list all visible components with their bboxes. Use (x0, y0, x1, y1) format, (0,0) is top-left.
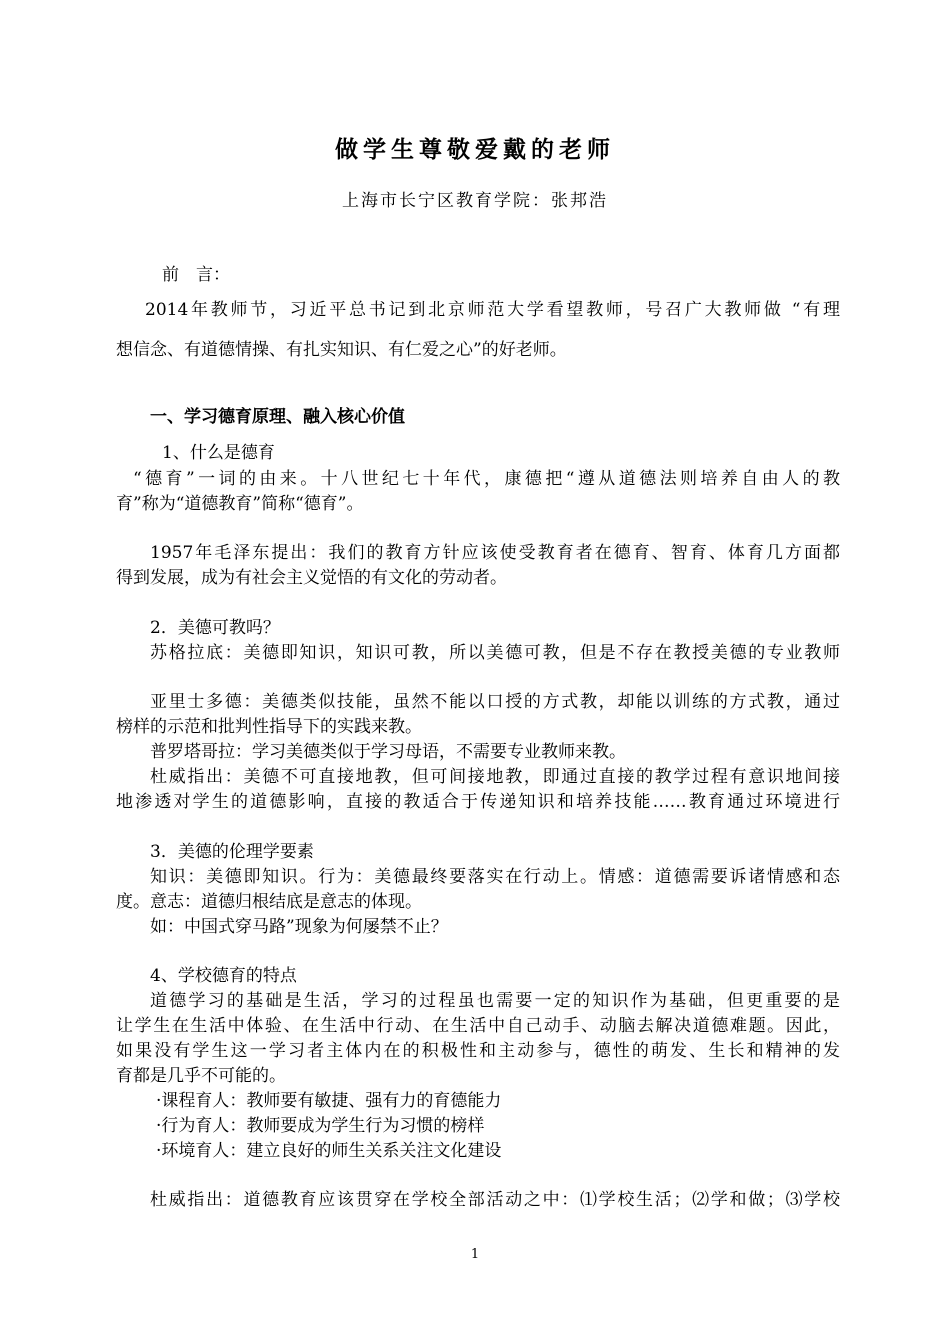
sub4-bullet-3: ·环境育人：建立良好的师生关系关注文化建设 (156, 1141, 502, 1161)
sub1-p2-line-1: 1957年毛泽东提出：我们的教育方针应该使受教育者在德育、智育、体育几方面都 (150, 543, 840, 563)
sub3-line-1: 知识：美德即知识。行为：美德最终要落实在行动上。情感：道德需要诉诸情感和态 (150, 867, 840, 887)
preface-line-1: 2014年教师节，习近平总书记到北京师范大学看望教师，号召广大教师做 “有理 (145, 300, 840, 320)
sub3-heading: 3．美德的伦理学要素 (150, 842, 314, 862)
sub4-line-4: 育都是几乎不可能的。 (116, 1066, 286, 1086)
sub4-heading: 4、学校德育的特点 (150, 966, 297, 986)
section-1-heading: 一、学习德育原理、融入核心价值 (150, 407, 405, 427)
sub1-p2-line-2: 得到发展，成为有社会主义觉悟的有文化的劳动者。 (116, 568, 507, 588)
sub4-dewey: 杜威指出：道德教育应该贯穿在学校全部活动之中：⑴学校生活；⑵学和做；⑶学校 (150, 1190, 840, 1210)
sub4-line-2: 让学生在生活中体验、在生活中行动、在生活中自己动手、动脑去解决道德难题。因此， (116, 1016, 840, 1036)
sub1-p1-line-2: 育”称为“道德教育”简称“德育”。 (116, 494, 364, 514)
page-number: 1 (470, 1247, 480, 1262)
sub1-p1-line-1: “德育”一词的由来。十八世纪七十年代，康德把“遵从道德法则培养自由人的教 (133, 469, 840, 489)
sub3-example: 如：中国式穿马路”现象为何屡禁不止？ (150, 917, 448, 937)
sub2-dewey-line-2: 地渗透对学生的道德影响，直接的教适合于传递知识和培养技能……教育通过环境进行 (116, 792, 840, 812)
sub2-heading: 2．美德可教吗？ (150, 618, 280, 638)
sub2-dewey-line-1: 杜威指出：美德不可直接地教，但可间接地教，即通过直接的教学过程有意识地间接 (150, 767, 840, 787)
sub2-aristotle-line-1: 亚里士多德：美德类似技能，虽然不能以口授的方式教，却能以训练的方式教，通过 (150, 692, 840, 712)
preface-heading: 前 言： (162, 265, 230, 285)
sub2-socrates: 苏格拉底：美德即知识，知识可教，所以美德可教，但是不存在教授美德的专业教师 (150, 643, 840, 663)
sub1-heading: 1、什么是德育 (162, 443, 275, 463)
document-title: 做学生尊敬爱戴的老师 (335, 136, 615, 163)
sub4-line-1: 道德学习的基础是生活，学习的过程虽也需要一定的知识作为基础，但更重要的是 (150, 991, 840, 1011)
sub4-bullet-2: ·行为育人：教师要成为学生行为习惯的榜样 (156, 1116, 485, 1136)
sub4-line-3: 如果没有学生这一学习者主体内在的积极性和主动参与，德性的萌发、生长和精神的发 (116, 1041, 840, 1061)
sub3-line-2: 度。意志：道德归根结底是意志的体现。 (116, 892, 422, 912)
sub2-protagoras: 普罗塔哥拉：学习美德类似于学习母语，不需要专业教师来教。 (150, 742, 626, 762)
sub2-aristotle-line-2: 榜样的示范和批判性指导下的实践来教。 (116, 717, 422, 737)
author-line: 上海市长宁区教育学院：张邦浩 (342, 191, 608, 211)
preface-line-2: 想信念、有道德情操、有扎实知识、有仁爱之心”的好老师。 (116, 340, 567, 360)
sub4-bullet-1: ·课程育人：教师要有敏捷、强有力的育德能力 (156, 1091, 502, 1111)
